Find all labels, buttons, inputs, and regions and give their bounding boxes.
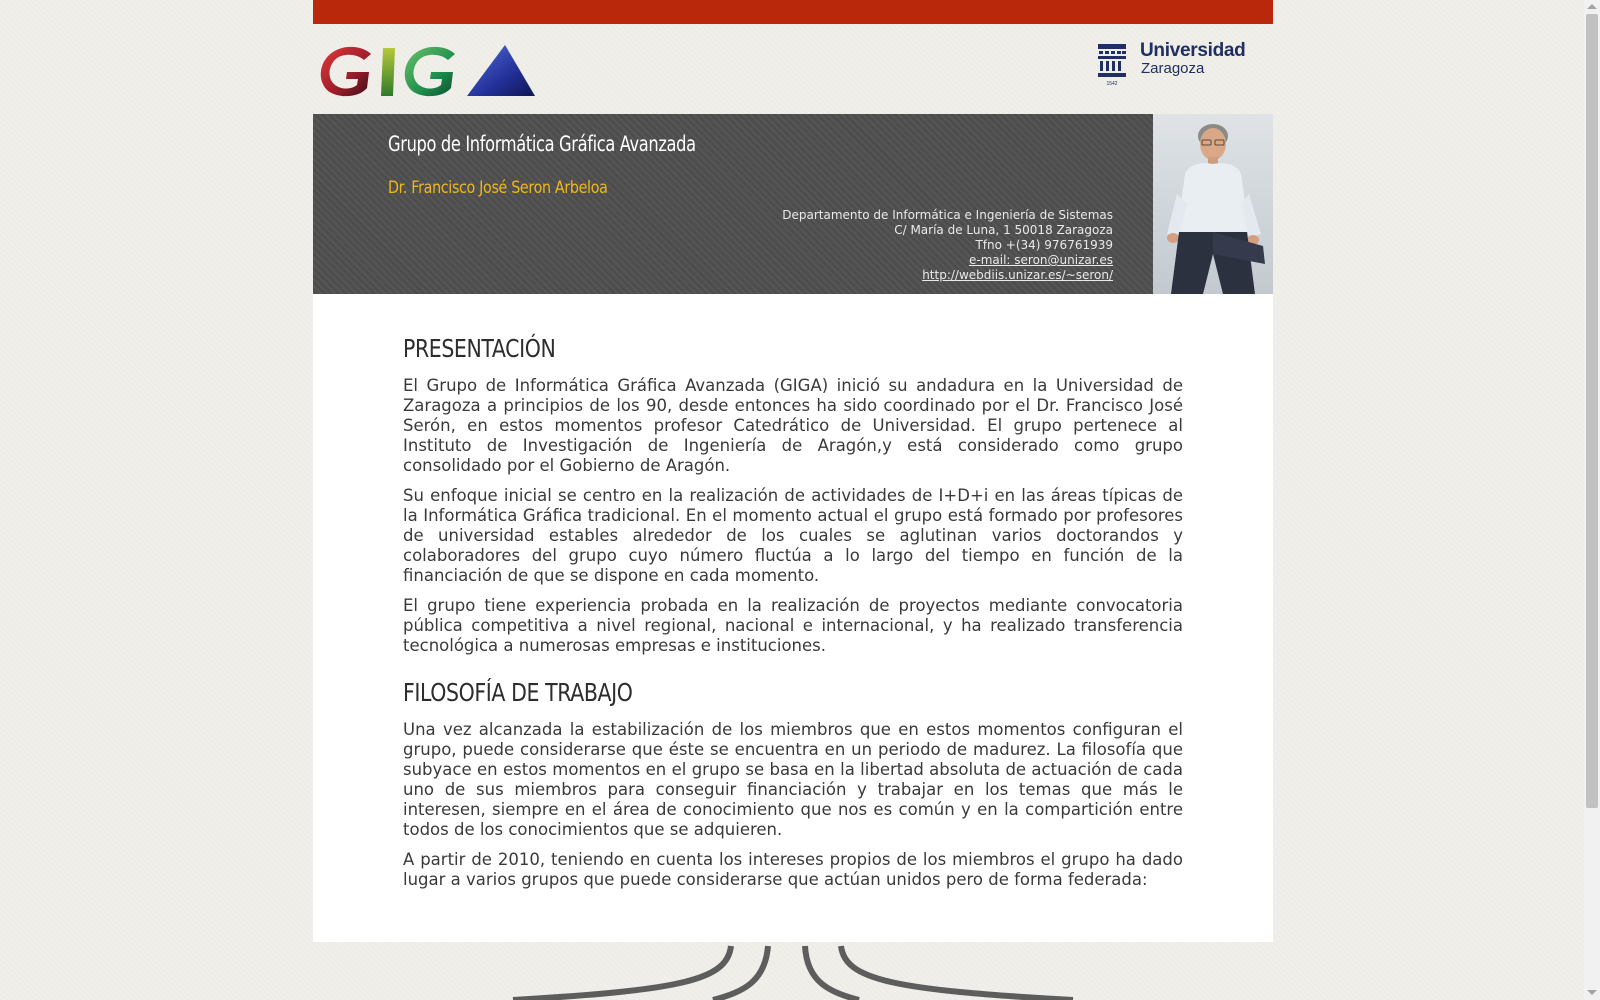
logo-bar xyxy=(313,24,1273,114)
email-link[interactable]: e-mail: seron@unizar.es xyxy=(968,253,1113,267)
phone-text: Tfno +(34) 976761939 xyxy=(975,238,1113,252)
address-text: C/ María de Luna, 1 50018 Zaragoza xyxy=(894,223,1113,237)
vertical-scrollbar[interactable] xyxy=(1584,0,1600,1000)
paragraph: A partir de 2010, teniendo en cuenta los intereses propios de los miembros el grupo ha dado lugar a varios grupos que puede considerarse que actúan unidos pero de forma federada: xyxy=(403,850,1183,889)
university-seal-icon xyxy=(1097,42,1127,86)
group-title: Grupo de Informática Gráfica Avanzada xyxy=(388,132,696,156)
page-container xyxy=(313,0,1273,1000)
paragraph: El grupo tiene experiencia probada en la realización de proyectos mediante convocatoria pública competitiva a nivel regional, nacional e internacional, y ha realizado transferencia tecnológica a numerosas empresas e instituciones. xyxy=(403,596,1183,655)
scroll-down-arrow-icon[interactable] xyxy=(1587,990,1597,995)
profile-header xyxy=(313,114,1273,294)
paragraph: El Grupo de Informática Gráfica Avanzada (GIGA) inició su andadura en la Universidad de Zaragoza a principios de los 90, desde entonces ha sido coordinado por el Dr. Francisco José Serón, en estos momentos profesor Catedrático de Universidad. El grupo pertenece al Instituto de Investigación de Ingeniería de Aragón,y está considerado como grupo consolidado por el Gobierno de Aragón. xyxy=(403,376,1183,475)
scroll-up-arrow-icon[interactable] xyxy=(1587,4,1597,9)
top-accent-bar xyxy=(313,0,1273,24)
svg-text:1542: 1542 xyxy=(1106,81,1118,86)
section-title-presentacion: PRESENTACIÓN xyxy=(403,334,556,363)
homepage-link[interactable]: http://webdiis.unizar.es/~seron/ xyxy=(922,268,1113,282)
paragraph: Una vez alcanzada la estabilización de los miembros que en estos momentos configuran el grupo, puede considerarse que éste se encuentra en un periodo de madurez. La filosofía que subyace en estos momentos en el grupo se basa en la libertad absoluta de actuación de cada uno de sus miembros para conseguir financiación y trabajar en los temas que más le interesen, siempre en el área de conocimiento que nos es común y en la compartición entre todos de los conocimientos que se adquieren. xyxy=(403,720,1183,839)
person-name: Dr. Francisco José Seron Arbeloa xyxy=(388,178,608,198)
university-name-line2: Zaragoza xyxy=(1141,60,1205,77)
main-content xyxy=(313,294,1273,942)
profile-photo xyxy=(1153,114,1273,294)
department-text: Departamento de Informática e Ingeniería de Sistemas xyxy=(782,208,1113,222)
footer-branches-decoration xyxy=(313,942,1273,1000)
section-title-filosofia: FILOSOFÍA DE TRABAJO xyxy=(403,678,633,707)
giga-logo[interactable] xyxy=(315,42,537,100)
scrollbar-thumb[interactable] xyxy=(1586,14,1598,808)
university-logo[interactable] xyxy=(1097,40,1257,86)
paragraph: Su enfoque inicial se centro en la realización de actividades de I+D+i en las áreas típicas de la Informática Gráfica tradicional. En el momento actual el grupo está formado por profesores de universidad estables alrededor de los cuales se aglutinan varios doctorandos y colaboradores del grupo cuyo número fluctúa a lo largo del tiempo en función de la financiación de que se dispone en cada momento. xyxy=(403,486,1183,585)
university-name-line1: Universidad xyxy=(1140,40,1246,61)
contact-info xyxy=(782,208,1113,283)
